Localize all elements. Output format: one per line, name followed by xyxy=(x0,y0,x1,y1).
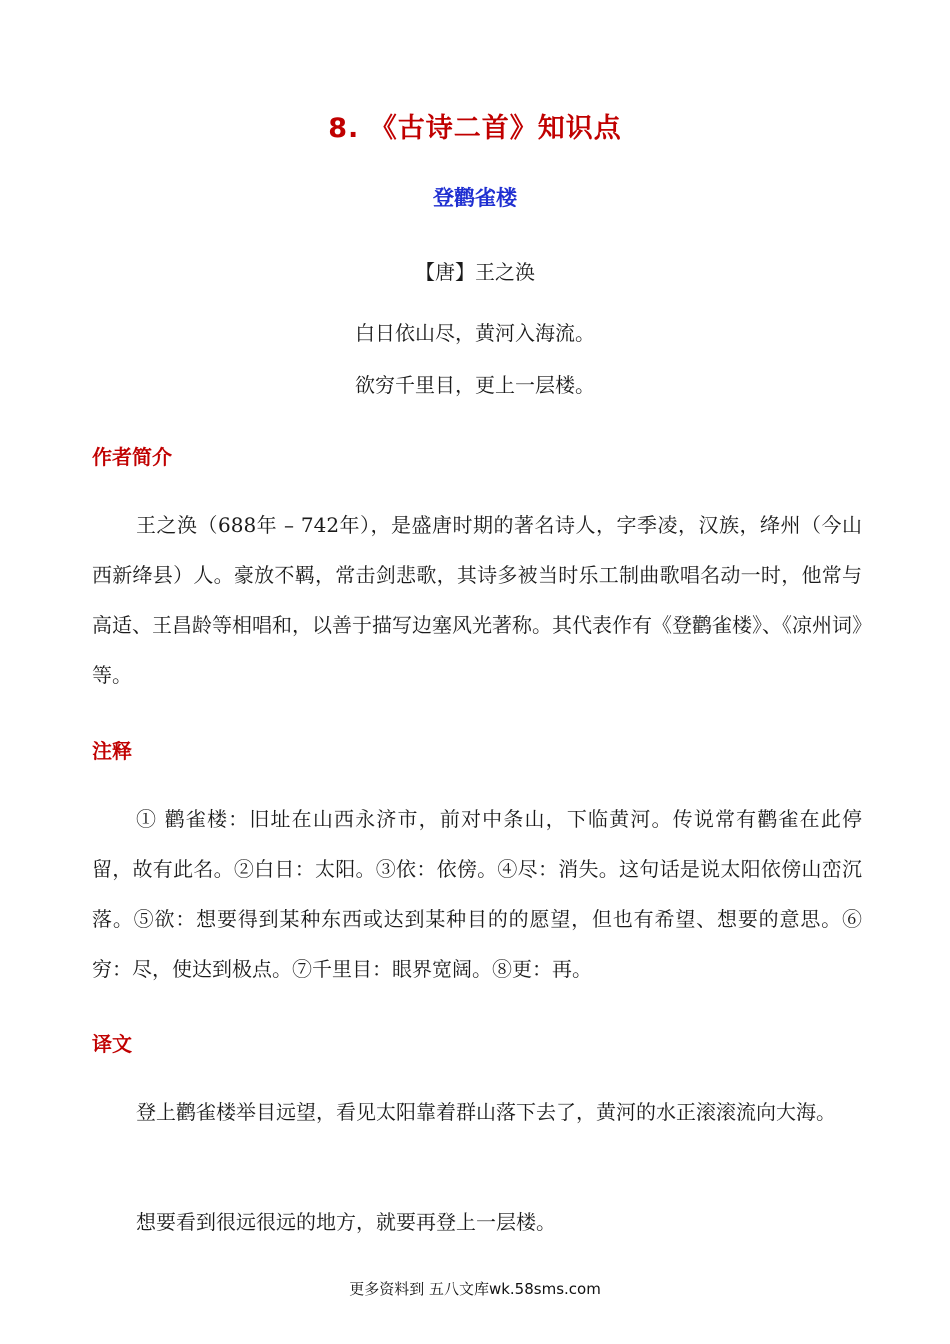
notes-paragraph: ① 鹳雀楼：旧址在山西永济市，前对中条山，下临黄河。传说常有鹳雀在此停留，故有此名。②白日：太阳。③依：依傍。④尽：消失。这句话是说太阳依傍山峦沉落。⑤欲：想要得到某种东西或达到某种目的的愿望，但也有希望、想要的意思。⑥穷：尽，使达到极点。⑦千里目：眼界宽阔。⑧更：再。 xyxy=(92,807,862,981)
document-title: 8. 《古诗二首》知识点 xyxy=(328,113,622,144)
author-intro-paragraph: 王之涣（688年 – 742年），是盛唐时期的著名诗人，字季凌，汉族，绛州（今山西新绛县）人。豪放不羁，常击剑悲歌，其诗多被当时乐工制曲歌唱名动一时，他常与高适、王昌龄等相唱和，以善于描写边塞风光著称。其代表作有《登鹳雀楼》、《凉州词》等。 xyxy=(92,513,862,687)
author-intro-heading: 作者简介 xyxy=(92,445,172,469)
poem-line-2: 欲穷千里目，更上一层楼。 xyxy=(355,373,595,397)
poem-line-1: 白日依山尽，黄河入海流。 xyxy=(355,321,595,345)
translation-paragraph-2: 想要看到很远很远的地方，就要再登上一层楼。 xyxy=(136,1210,556,1234)
poem-author: 【唐】王之涣 xyxy=(415,260,535,284)
poem-title: 登鹳雀楼 xyxy=(433,186,517,210)
translation-heading: 译文 xyxy=(92,1032,132,1056)
notes-heading: 注释 xyxy=(92,739,132,763)
translation-paragraph-1: 登上鹳雀楼举目远望，看见太阳靠着群山落下去了，黄河的水正滚滚流向大海。 xyxy=(136,1100,836,1124)
footer-link[interactable]: 更多资料到 五八文库wk.58sms.com xyxy=(349,1280,601,1298)
